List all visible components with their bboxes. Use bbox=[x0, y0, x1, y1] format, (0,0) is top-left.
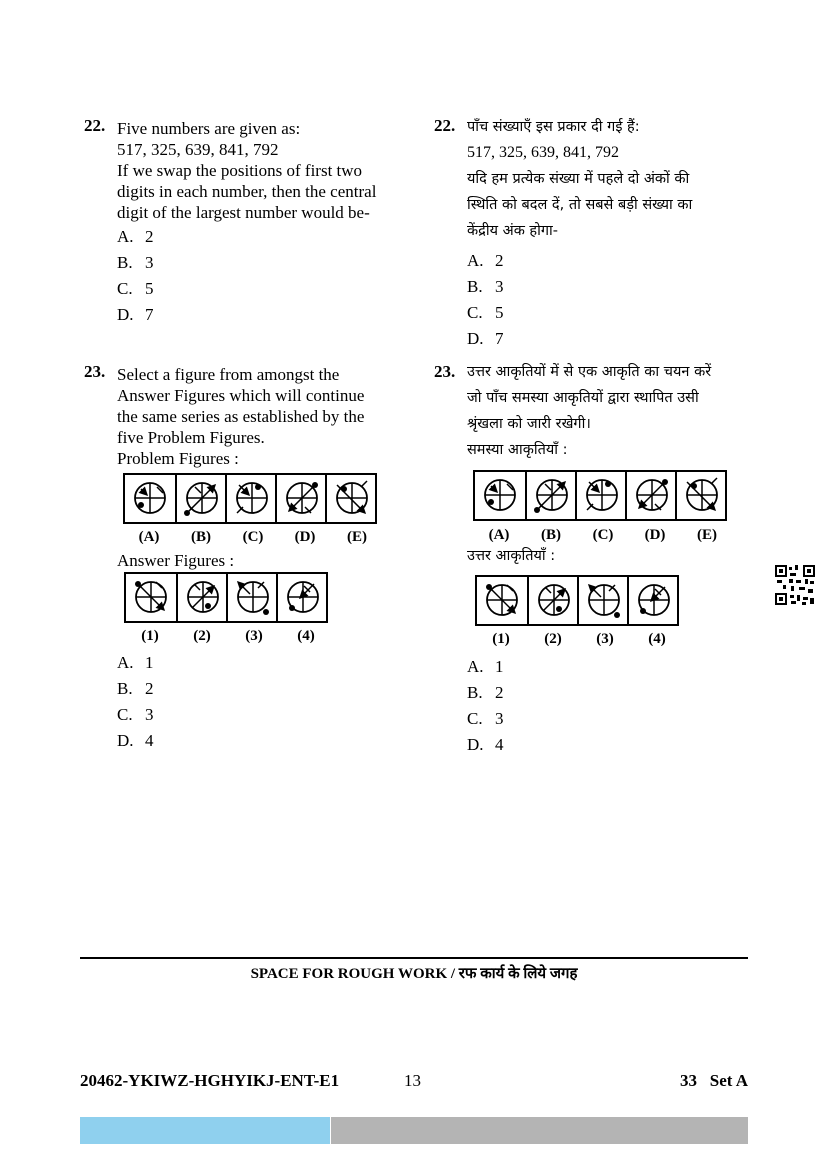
options-list bbox=[467, 248, 504, 352]
option-letter: A. bbox=[467, 657, 484, 676]
question-text bbox=[117, 364, 364, 469]
option-a[interactable] bbox=[467, 248, 504, 274]
question-line: Answer Figures which will continue bbox=[117, 386, 365, 405]
question-line: five Problem Figures. bbox=[117, 428, 265, 447]
option-c[interactable] bbox=[117, 276, 154, 302]
option-a[interactable] bbox=[117, 650, 154, 676]
option-a[interactable] bbox=[467, 654, 504, 680]
option-letter: C. bbox=[117, 705, 133, 724]
option-value: 2 bbox=[145, 679, 154, 698]
question-line: 517, 325, 639, 841, 792 bbox=[467, 144, 619, 161]
answer-figure-3[interactable] bbox=[577, 577, 627, 624]
option-value: 4 bbox=[495, 735, 504, 754]
problem-figure-a bbox=[125, 475, 175, 522]
paper-code: 20462-YKIWZ-HGHYIKJ-ENT-E1 bbox=[80, 1071, 340, 1090]
option-letter: C. bbox=[467, 709, 483, 728]
figure-label: (4) bbox=[297, 628, 315, 644]
option-d[interactable] bbox=[467, 326, 504, 352]
option-value: 7 bbox=[495, 329, 504, 348]
problem-figure-a bbox=[475, 472, 525, 519]
option-b[interactable] bbox=[117, 250, 154, 276]
option-letter: B. bbox=[117, 253, 133, 272]
question-line: digits in each number, then the central bbox=[117, 182, 377, 201]
option-value: 4 bbox=[145, 731, 154, 750]
figure-label: (2) bbox=[544, 631, 562, 647]
question-line: 517, 325, 639, 841, 792 bbox=[117, 140, 279, 159]
answer-figure-labels bbox=[475, 631, 683, 648]
problem-figure-c bbox=[225, 475, 275, 522]
question-line: Five numbers are given as: bbox=[117, 119, 301, 138]
figure-label: (D) bbox=[644, 527, 666, 543]
figure-label: (3) bbox=[596, 631, 614, 647]
figure-label: (C) bbox=[592, 527, 614, 543]
option-value: 2 bbox=[495, 251, 504, 270]
option-value: 2 bbox=[495, 683, 504, 702]
question-line: जो पाँच समस्या आकृतियों द्वारा स्थापित उसी bbox=[467, 390, 699, 406]
option-letter: C. bbox=[117, 279, 133, 298]
option-letter: D. bbox=[467, 735, 484, 754]
option-c[interactable] bbox=[467, 706, 504, 732]
option-value: 1 bbox=[145, 653, 154, 672]
problem-figure-c bbox=[575, 472, 625, 519]
question-line: Select a figure from amongst the bbox=[117, 365, 340, 384]
problem-figures bbox=[473, 470, 727, 521]
option-d[interactable] bbox=[117, 728, 154, 754]
figure-label: (A) bbox=[488, 527, 510, 543]
answer-figures-label: Answer Figures : bbox=[117, 551, 235, 570]
answer-figure-2[interactable] bbox=[527, 577, 577, 624]
option-letter: B. bbox=[117, 679, 133, 698]
figure-label: (3) bbox=[245, 628, 263, 644]
option-letter: C. bbox=[467, 303, 483, 322]
option-value: 5 bbox=[145, 279, 154, 298]
option-value: 3 bbox=[495, 709, 504, 728]
question-text bbox=[467, 114, 692, 244]
divider-line bbox=[80, 957, 748, 959]
option-value: 3 bbox=[495, 277, 504, 296]
footer-bar-blue bbox=[80, 1117, 330, 1144]
question-line: उत्तर आकृतियों में से एक आकृति का चयन करें bbox=[467, 364, 712, 380]
question-text bbox=[467, 359, 711, 463]
option-letter: A. bbox=[117, 653, 134, 672]
option-value: 3 bbox=[145, 253, 154, 272]
question-line: the same series as established by the bbox=[117, 407, 365, 426]
footer-bar-gray bbox=[331, 1117, 748, 1144]
answer-figure-2[interactable] bbox=[176, 574, 226, 621]
option-letter: B. bbox=[467, 683, 483, 702]
question-number: 23. bbox=[84, 362, 106, 381]
option-value: 5 bbox=[495, 303, 504, 322]
figure-label: (1) bbox=[141, 628, 159, 644]
answer-figure-3[interactable] bbox=[226, 574, 276, 621]
qr-code-icon bbox=[775, 565, 815, 605]
option-letter: D. bbox=[467, 329, 484, 348]
question-line: पाँच संख्याएँ इस प्रकार दी गई हैं: bbox=[467, 119, 640, 135]
question-number: 23. bbox=[434, 362, 456, 381]
question-number: 22. bbox=[434, 116, 456, 135]
options-list bbox=[467, 654, 504, 758]
problem-figure-e bbox=[675, 472, 725, 519]
figure-label: (A) bbox=[138, 529, 160, 545]
option-letter: A. bbox=[117, 227, 134, 246]
option-d[interactable] bbox=[467, 732, 504, 758]
answer-figure-labels bbox=[124, 628, 332, 645]
option-value: 3 bbox=[145, 705, 154, 724]
figure-label: (B) bbox=[191, 529, 211, 545]
option-letter: A. bbox=[467, 251, 484, 270]
question-number: 22. bbox=[84, 116, 106, 135]
question-line: यदि हम प्रत्येक संख्या में पहले दो अंकों की bbox=[467, 171, 690, 187]
answer-figures bbox=[475, 575, 679, 626]
rough-work-heading: SPACE FOR ROUGH WORK / रफ कार्य के लिये जगह bbox=[250, 966, 578, 982]
options-list bbox=[117, 224, 154, 328]
question-line: केंद्रीय अंक होगा- bbox=[467, 223, 559, 239]
option-d[interactable] bbox=[117, 302, 154, 328]
problem-figures-label: समस्या आकृतियाँ : bbox=[467, 442, 568, 458]
figure-label: (2) bbox=[193, 628, 211, 644]
problem-figures bbox=[123, 473, 377, 524]
figure-label: (D) bbox=[294, 529, 316, 545]
answer-figure-1[interactable] bbox=[126, 574, 176, 621]
problem-figure-labels bbox=[123, 529, 383, 546]
option-b[interactable] bbox=[117, 676, 154, 702]
option-letter: D. bbox=[117, 305, 134, 324]
figure-label: (E) bbox=[347, 529, 367, 545]
problem-figure-e bbox=[325, 475, 375, 522]
option-c[interactable] bbox=[117, 702, 154, 728]
problem-figures-label: Problem Figures : bbox=[117, 449, 239, 468]
question-line: श्रृंखला को जारी रखेगी। bbox=[467, 416, 591, 432]
option-value: 2 bbox=[145, 227, 154, 246]
option-letter: B. bbox=[467, 277, 483, 296]
problem-figure-d bbox=[275, 475, 325, 522]
figure-label: (4) bbox=[648, 631, 666, 647]
page-number: 13 bbox=[404, 1071, 421, 1090]
figure-label: (C) bbox=[242, 529, 264, 545]
question-line: digit of the largest number would be- bbox=[117, 203, 370, 222]
option-b[interactable] bbox=[467, 680, 504, 706]
options-list bbox=[117, 650, 154, 754]
answer-figures bbox=[124, 572, 328, 623]
option-a[interactable] bbox=[117, 224, 154, 250]
figure-label: (E) bbox=[697, 527, 717, 543]
figure-label: (B) bbox=[541, 527, 561, 543]
set-label: 33 Set A bbox=[680, 1071, 748, 1090]
question-text bbox=[117, 118, 376, 223]
answer-figure-1[interactable] bbox=[477, 577, 527, 624]
problem-figure-labels bbox=[473, 527, 733, 544]
option-value: 7 bbox=[145, 305, 154, 324]
option-letter: D. bbox=[117, 731, 134, 750]
problem-figure-b bbox=[175, 475, 225, 522]
answer-figures-label: उत्तर आकृतियाँ : bbox=[467, 548, 556, 564]
problem-figure-d bbox=[625, 472, 675, 519]
question-line: If we swap the positions of first two bbox=[117, 161, 363, 180]
figure-label: (1) bbox=[492, 631, 510, 647]
answer-figure-4[interactable] bbox=[276, 574, 326, 621]
option-value: 1 bbox=[495, 657, 504, 676]
option-c[interactable] bbox=[467, 300, 504, 326]
question-line: स्थिति को बदल दें, तो सबसे बड़ी संख्या का bbox=[467, 197, 693, 213]
option-b[interactable] bbox=[467, 274, 504, 300]
problem-figure-b bbox=[525, 472, 575, 519]
answer-figure-4[interactable] bbox=[627, 577, 677, 624]
